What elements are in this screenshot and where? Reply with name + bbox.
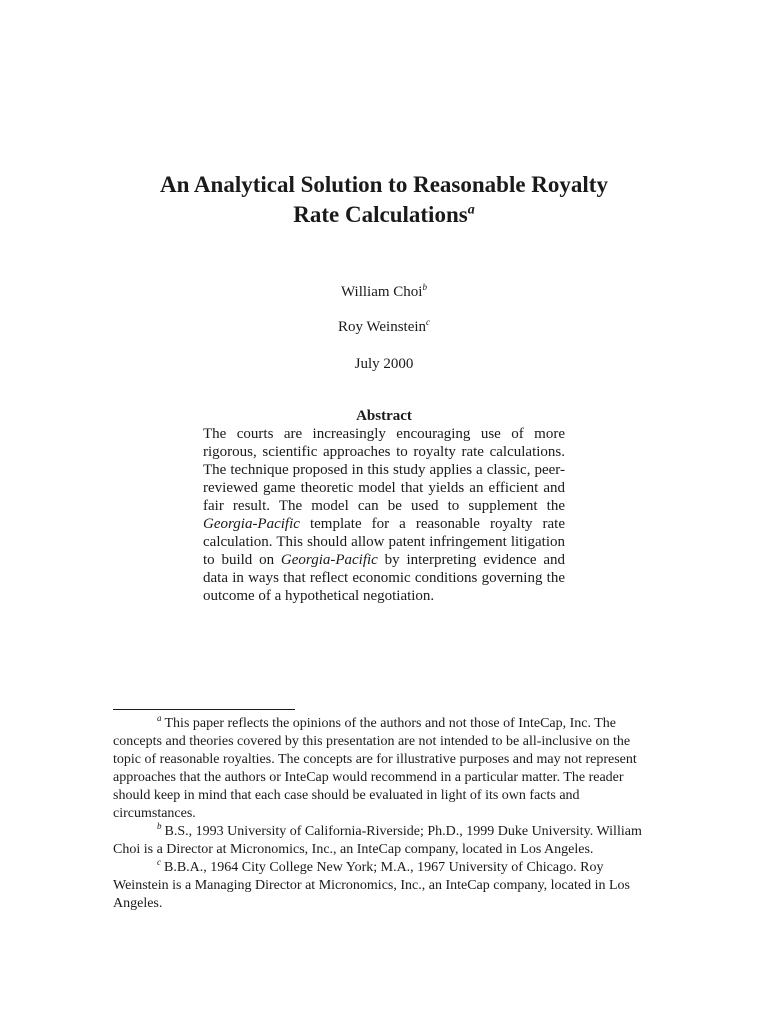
- author-line: [84, 318, 684, 336]
- author-footnote-mark: c: [426, 317, 431, 327]
- author-name: Roy Weinstein: [337, 319, 427, 335]
- paper-title: [84, 170, 684, 230]
- footnotes: [113, 715, 655, 913]
- abstract-text: by interpreting evidence and data in ways that reflect economic conditions governing the outcome of a hypothetical negotiation.: [203, 552, 565, 604]
- footnote-mark: c: [157, 857, 161, 868]
- author-name: William Choi: [341, 284, 423, 300]
- title-line-2: Rate Calculations: [293, 202, 468, 227]
- abstract-body: [203, 425, 565, 605]
- publication-date: July 2000: [354, 356, 414, 372]
- abstract-text: The courts are increasingly encouraging use of more rigorous, scientific approaches to royalty rate calculations. The technique proposed in this study applies a classic, peer-reviewed game theoretic model that yields an efficient and fair result. The model can be used to supplement the: [203, 426, 565, 514]
- abstract-italic-term: Georgia-Pacific: [203, 516, 300, 532]
- abstract-heading: Abstract: [356, 408, 412, 424]
- abstract-italic-term: Georgia-Pacific: [280, 552, 378, 568]
- author-line: [84, 283, 684, 301]
- title-footnote-mark: a: [467, 202, 475, 218]
- footnote: [113, 715, 655, 823]
- footnote-mark: b: [157, 821, 162, 832]
- abstract-text: template for a reasonable royalty rate calculation. This should allow patent infringement litigation to build on: [203, 516, 565, 568]
- footnote: [113, 859, 655, 913]
- footnote-text: B.S., 1993 University of California-Riverside; Ph.D., 1999 Duke University. William Choi is a Director at Micronomics, Inc., an InteCap company, located in Los Angeles.: [113, 824, 642, 857]
- author-footnote-mark: b: [422, 282, 427, 292]
- footnote-mark: a: [157, 713, 162, 724]
- footnote: [113, 823, 655, 859]
- footnote-divider: [113, 709, 295, 710]
- footnote-text: This paper reflects the opinions of the authors and not those of InteCap, Inc. The concepts and theories covered by this presentation are not intended to be all-inclusive on the topic of reasonable royalties. The concepts are for illustrative purposes and may not represent approaches that the authors or InteCap would recommend in a particular matter. The reader should keep in mind that each case should be evaluated in light of its own facts and circumstances.: [113, 716, 637, 821]
- footnote-text: B.B.A., 1964 City College New York; M.A., 1967 University of Chicago. Roy Weinstein is a Managing Director at Micronomics, Inc., an InteCap company, located in Los Angeles.: [113, 860, 630, 911]
- title-line-1: An Analytical Solution to Reasonable Royalty: [160, 172, 608, 197]
